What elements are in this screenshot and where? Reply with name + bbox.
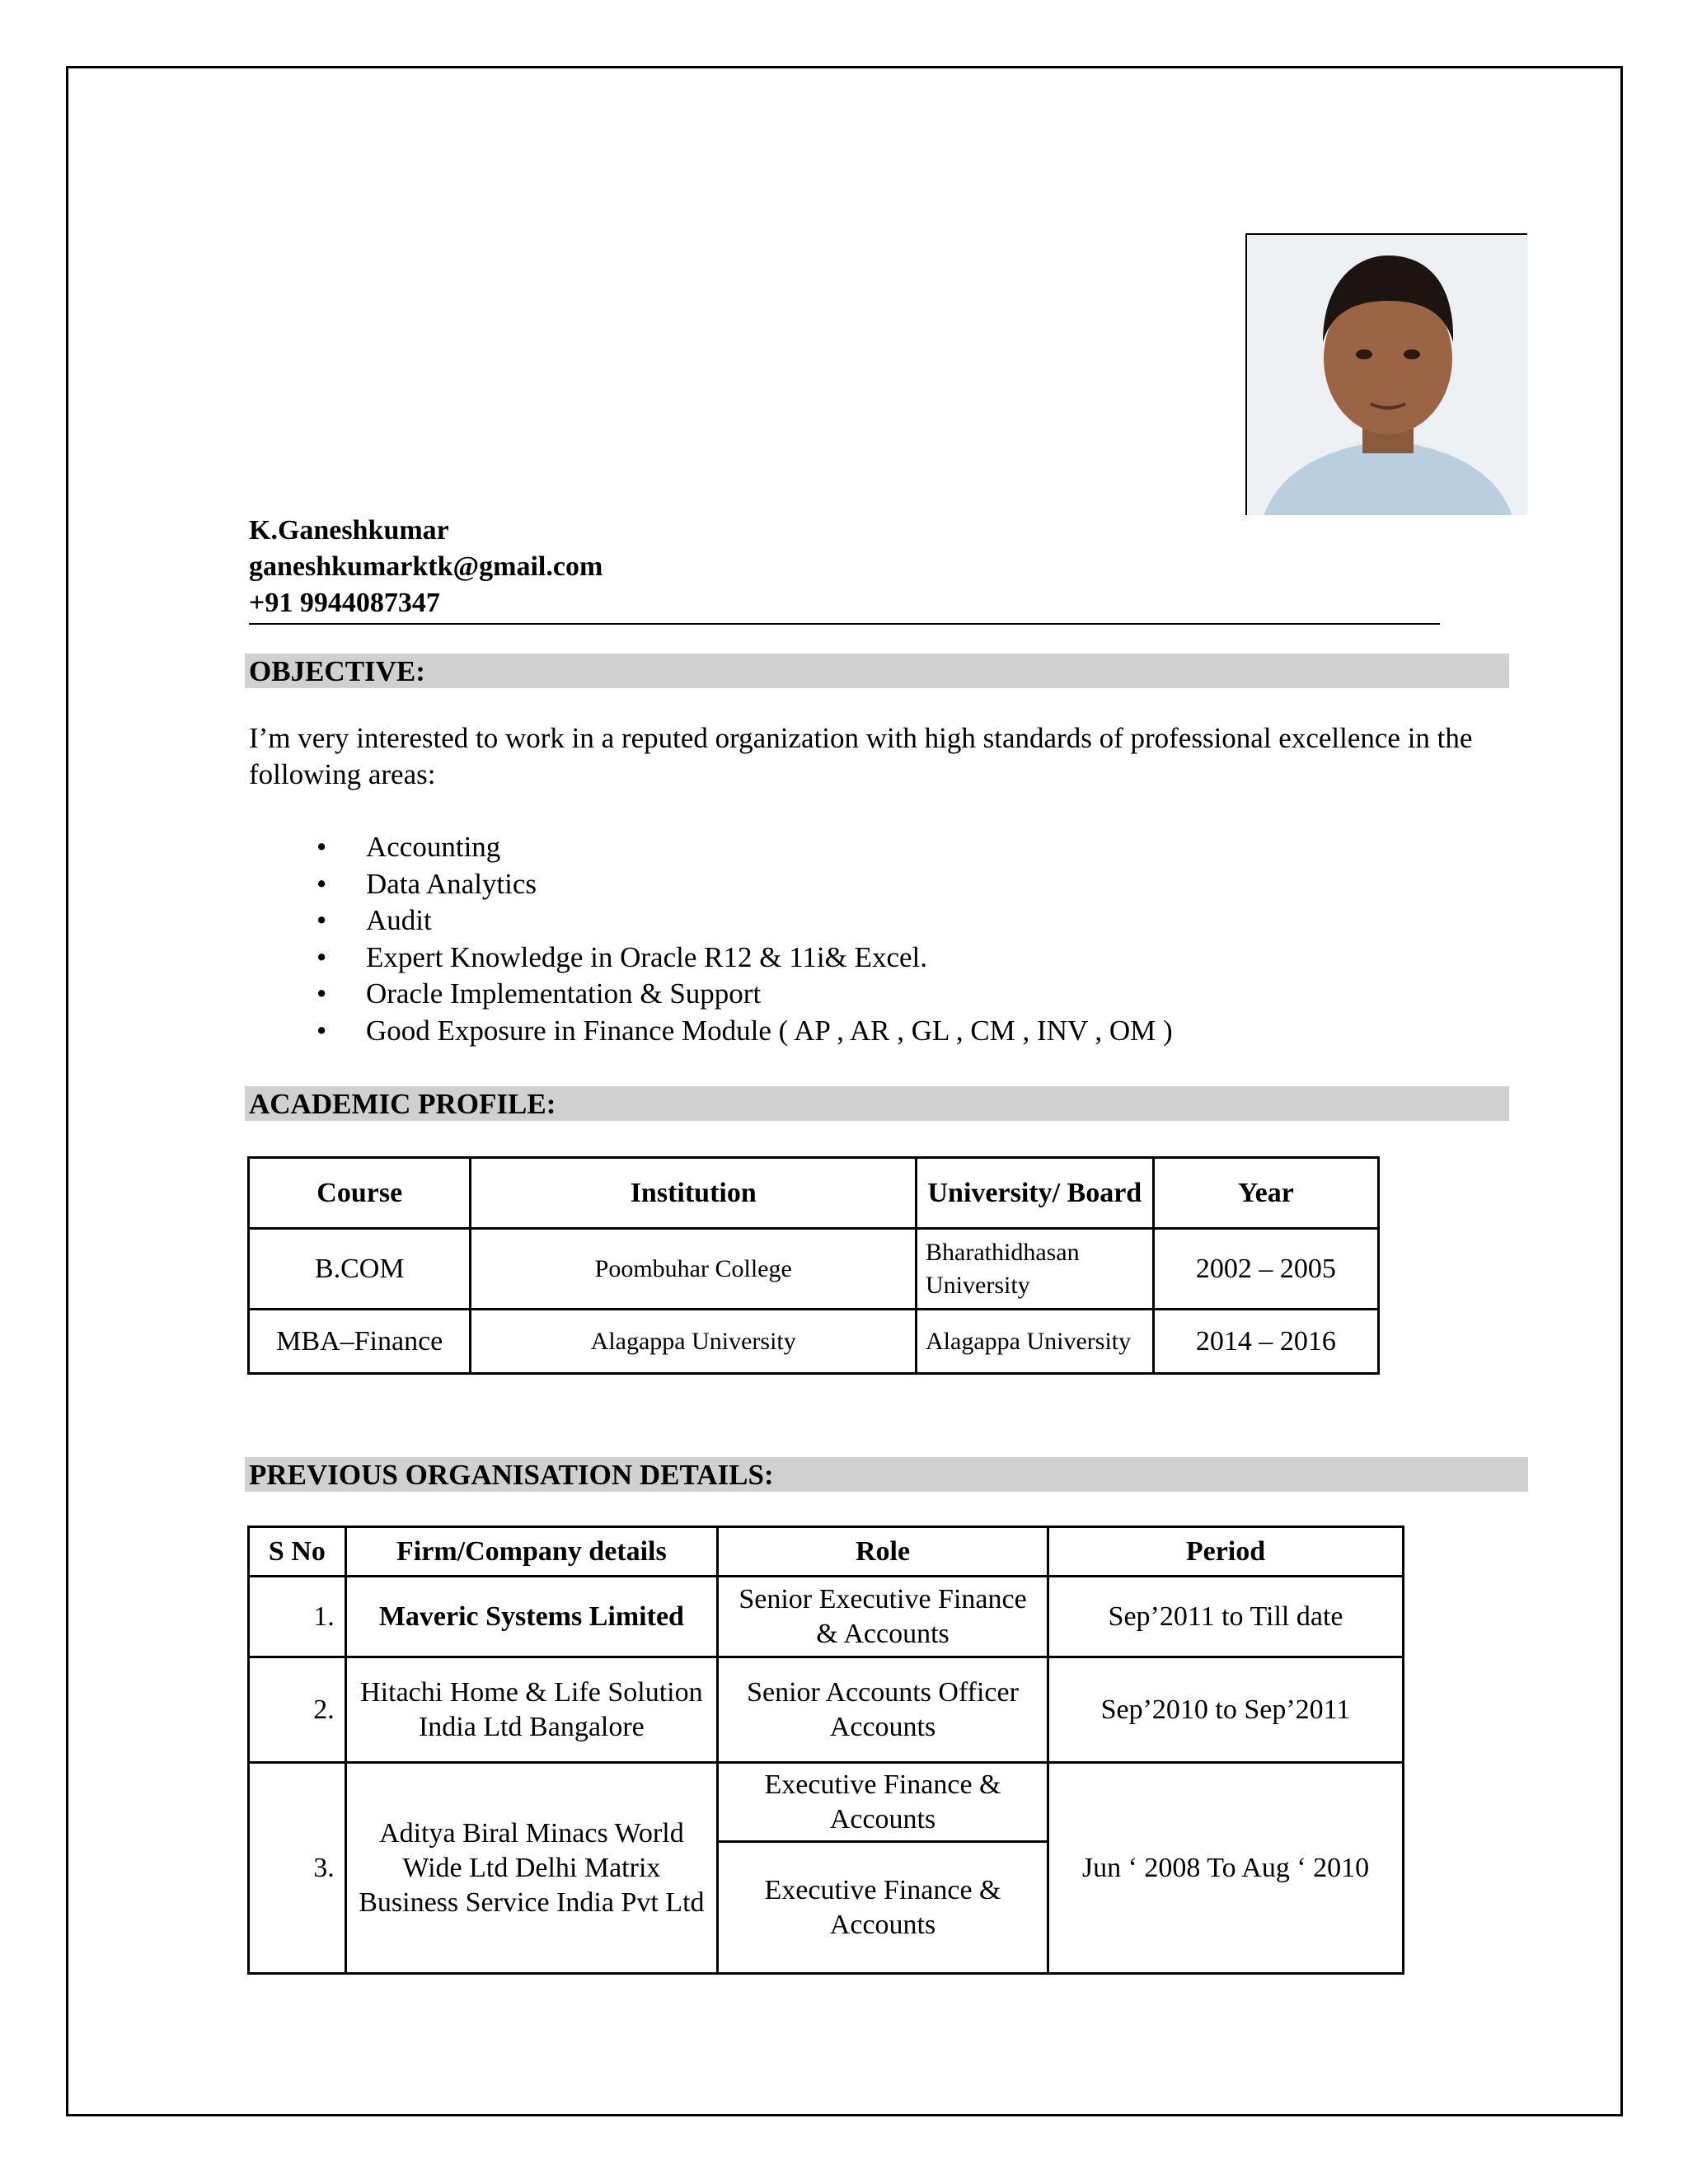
table-row: [249, 1229, 1379, 1310]
contact-block: [249, 513, 603, 621]
organisations-heading: PREVIOUS ORGANISATION DETAILS:: [245, 1457, 1528, 1492]
column-header: Firm/Company details: [345, 1527, 717, 1577]
column-header: University/ Board: [917, 1158, 1154, 1229]
table-cell: 3.: [249, 1763, 346, 1974]
table-header-row: [249, 1527, 1404, 1577]
table-cell: 2.: [249, 1657, 346, 1763]
candidate-email: ganeshkumarktk@gmail.com: [249, 551, 603, 582]
contact-divider: [249, 623, 1440, 625]
table-cell: Senior Executive Finance & Accounts: [717, 1577, 1048, 1657]
column-header: S No: [249, 1527, 346, 1577]
academic-heading: ACADEMIC PROFILE:: [245, 1086, 1509, 1121]
list-item: • Accounting: [249, 829, 1173, 866]
table-cell: 2014 – 2016: [1153, 1310, 1378, 1374]
table-cell: Alagappa University: [471, 1310, 917, 1374]
column-header: Year: [1153, 1158, 1378, 1229]
table-cell: Jun ‘ 2008 To Aug ‘ 2010: [1048, 1763, 1404, 1974]
table-cell: Hitachi Home & Life Solution India Ltd Bangalore: [345, 1657, 717, 1763]
objective-bullet-list: [249, 829, 1173, 1050]
table-cell: MBA–Finance: [249, 1310, 471, 1374]
list-item: • Good Exposure in Finance Module ( AP , AR , GL , CM , INV , OM ): [249, 1013, 1173, 1050]
column-header: Role: [717, 1527, 1048, 1577]
objective-heading: OBJECTIVE:: [245, 654, 1509, 688]
table-header-row: [249, 1158, 1379, 1229]
column-header: Course: [249, 1158, 471, 1229]
table-row: [249, 1577, 1404, 1657]
table-cell: Sep’2010 to Sep’2011: [1048, 1657, 1404, 1763]
table-cell: Aditya Biral Minacs World Wide Ltd Delhi Matrix Business Service India Pvt Ltd: [345, 1763, 717, 1974]
list-item: • Audit: [249, 902, 1173, 940]
profile-photo: [1245, 233, 1527, 515]
list-item: • Oracle Implementation & Support: [249, 976, 1173, 1013]
table-cell: Sep’2011 to Till date: [1048, 1577, 1404, 1657]
list-item: • Data Analytics: [249, 866, 1173, 903]
table-cell: 1.: [249, 1577, 346, 1657]
table-cell: B.COM: [249, 1229, 471, 1310]
objective-text: I’m very interested to work in a reputed organization with high standards of professional excellence in the following areas:: [249, 722, 1473, 790]
table-cell: Bharathidhasan University: [917, 1229, 1154, 1310]
table-cell: Executive Finance & Accounts: [717, 1763, 1048, 1842]
table-cell: 2002 – 2005: [1153, 1229, 1378, 1310]
organisation-table: [247, 1526, 1404, 1975]
academic-table: [247, 1156, 1380, 1375]
column-header: Period: [1048, 1527, 1404, 1577]
table-cell: Poombuhar College: [471, 1229, 917, 1310]
table-cell: Maveric Systems Limited: [345, 1577, 717, 1657]
table-row: [249, 1310, 1379, 1374]
column-header: Institution: [471, 1158, 917, 1229]
table-row: [249, 1763, 1404, 1842]
table-cell: Executive Finance & Accounts: [717, 1842, 1048, 1974]
table-cell: Senior Accounts Officer Accounts: [717, 1657, 1048, 1763]
list-item: • Expert Knowledge in Oracle R12 & 11i& Excel.: [249, 940, 1173, 977]
candidate-phone: +91 9944087347: [249, 588, 440, 618]
table-row: [249, 1657, 1404, 1763]
table-cell: Alagappa University: [917, 1310, 1154, 1374]
candidate-name: K.Ganeshkumar: [249, 515, 449, 546]
